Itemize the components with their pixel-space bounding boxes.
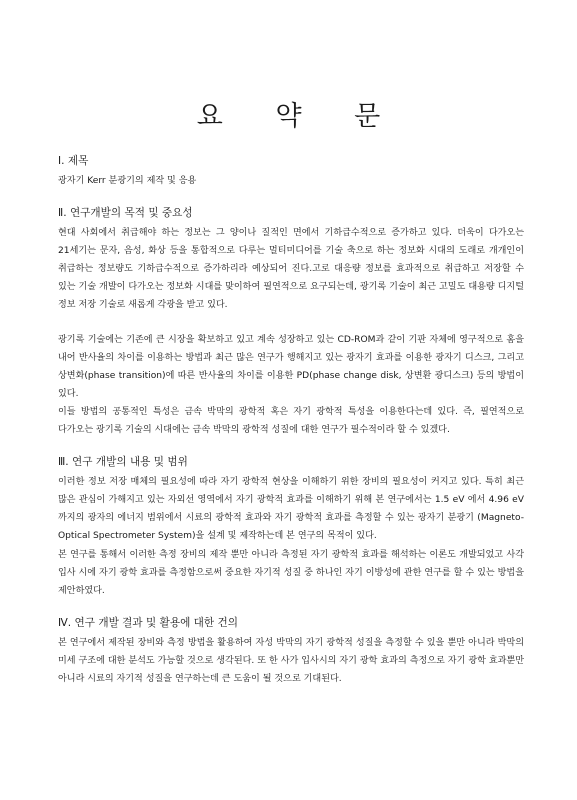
section-purpose — [58, 206, 524, 439]
section-paragraph: 광자기 Kerr 분광기의 제작 및 응용 — [58, 176, 197, 186]
summary-content — [58, 154, 524, 688]
section-paragraph: 광기록 기술에는 기존에 큰 시장을 확보하고 있고 계속 성장하고 있는 CD-ROM과 같이 기판 자체에 영구적으로 홈을 내어 반사율의 차이를 이용하는 방법과 최근 많은 연구가 행해지고 있는 광자기 효과를 이용한 광자기 디스크, 그리고 상변화(phase transition)에 따른 반사율의 차이를 이용한 PD(phase change disk, 상변환 광디스크) 등의 방법이 있다. — [58, 334, 524, 399]
section-heading: Ⅰ. 제목 — [58, 155, 89, 167]
section-heading: Ⅳ. 연구 개발 결과 및 활용에 대한 건의 — [58, 616, 238, 629]
section-paragraph: 본 연구를 통해서 이러한 측정 장비의 제작 뿐만 아니라 측정된 자기 광학적 효과를 해석하는 이론도 개발되었고 사각 입사 시에 자기 광학 효과를 측정함으로써 중요한 자기적 성질 중 하나인 자기 이방성에 관한 연구를 할 수 있는 방법을 제안하였다. — [58, 549, 524, 596]
section-title — [58, 154, 524, 190]
section-paragraph: 이들 방법의 공통적인 특성은 금속 박막의 광학적 혹은 자기 광학적 특성을 이용한다는데 있다. 즉, 필연적으로 다가오는 광기록 기술의 시대에는 금속 박막의 광학적 성질에 대한 연구가 필수적이라 할 수 있겠다. — [58, 406, 524, 436]
section-heading: Ⅲ. 연구 개발의 내용 및 범위 — [58, 456, 188, 469]
section-results — [58, 616, 524, 688]
section-paragraph: 이러한 정보 저장 매체의 필요성에 따라 자기 광학적 현상을 이해하기 위한 장비의 필요성이 커지고 있다. 특히 최근 많은 관심이 가해지고 있는 자외선 영역에서 자기 광학적 효과를 이해하기 위해 본 연구에서는 1.5 eV 에서 4.96 eV 까지의 광자의 에너지 범위에서 시료의 광학적 효과와 자기 광학적 효과를 측정할 수 있는 광자기 분광기 (Magneto-Optical Spectrometer System)을 설계 및 제작하는데 본 연구의 목적이 있다. — [58, 477, 524, 542]
section-paragraph: 현대 사회에서 취급해야 하는 정보는 그 양이나 질적인 면에서 기하급수적으로 증가하고 있다. 더욱이 다가오는 21세기는 문자, 음성, 화상 등을 통합적으로 다루는 멀티미디어를 기술 축으로 하는 정보화 시대의 도래로 개개인이 취급하는 정보량도 기하급수적으로 증가하리라 예상되어 진다.고로 대응량 정보를 효과적으로 취급하고 저장할 수 있는 기술 개발이 다가오는 정보화 시대를 맞이하여 필연적으로 요구되는데, 광기록 기술이 최근 고밀도 대용량 디지털 정보 저장 기술로 새롭게 각광을 받고 있다. — [58, 228, 524, 311]
section-paragraph: 본 연구에서 제작된 장비와 측정 방법을 활용하여 자성 박막의 자기 광학적 성질을 측정할 수 있을 뿐만 아니라 박막의 미세 구조에 대한 분석도 가능할 것으로 생각된다. 또 한 사가 입사시의 자기 광학 효과의 측정으로 자기 광학 효과뿐만 아니라 시료의 자기적 성질을 연구하는데 큰 도움이 될 것으로 기대된다. — [58, 637, 524, 684]
page-title: 요 약 문 — [196, 101, 381, 132]
section-scope — [58, 455, 524, 600]
section-heading: Ⅱ. 연구개발의 목적 및 중요성 — [58, 207, 193, 220]
